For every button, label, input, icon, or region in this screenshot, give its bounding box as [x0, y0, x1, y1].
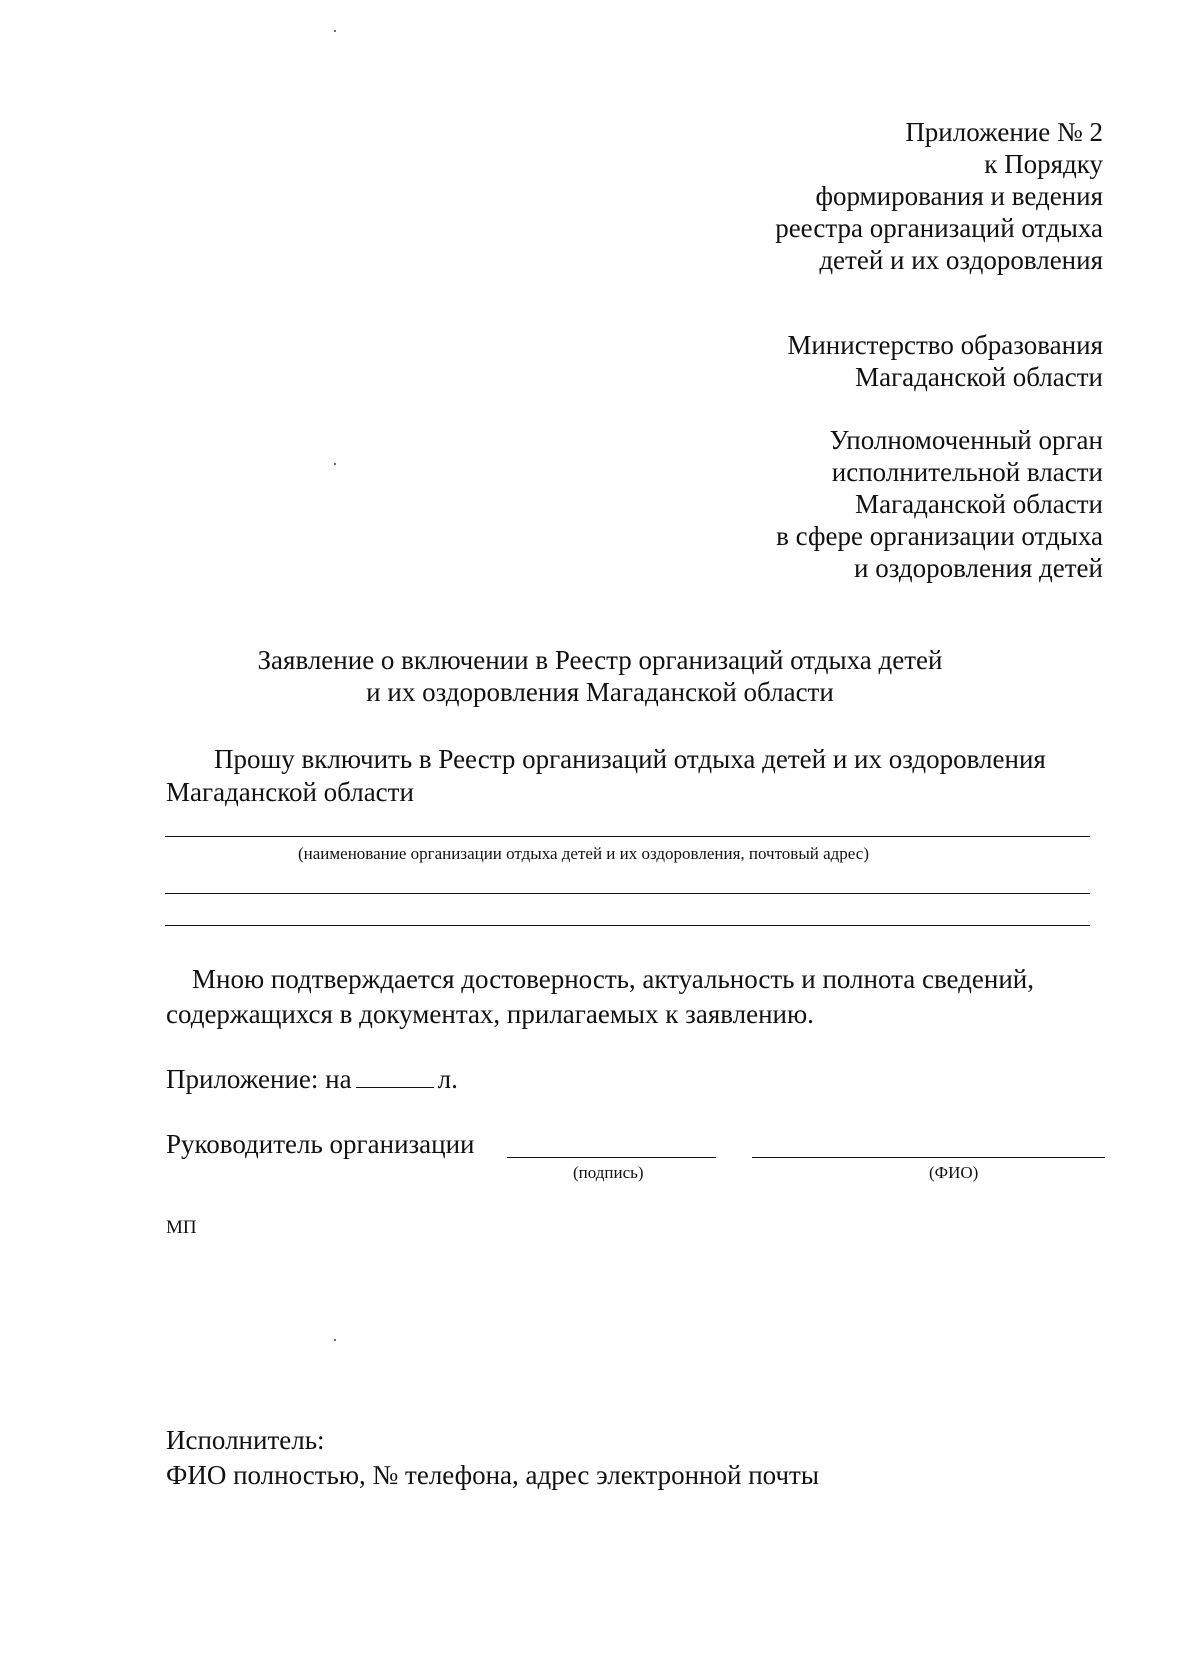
authority-line: и оздоровления детей: [854, 553, 1103, 583]
authority-line: исполнительной власти: [831, 457, 1103, 487]
authority-line: в сфере организации отдыха: [776, 521, 1103, 551]
address-line-1: [165, 893, 1090, 894]
fio-caption: (ФИО): [929, 1163, 979, 1182]
authority-line: Магаданской области: [855, 489, 1103, 519]
attachment-line: [166, 1063, 458, 1095]
appendix-line: к Порядку: [984, 149, 1103, 179]
executor-details: ФИО полностью, № телефона, адрес электронной почты: [166, 1460, 819, 1490]
appendix-line: реестра организаций отдыха: [775, 213, 1103, 243]
appendix-line: детей и их оздоровления: [819, 245, 1103, 275]
document-title: [100, 644, 1100, 708]
appendix-line: формирования и ведения: [815, 181, 1103, 211]
title-line: и их оздоровления Магаданской области: [366, 677, 834, 707]
signature-caption: (подпись): [573, 1163, 644, 1182]
address-line-2: [165, 925, 1090, 926]
authority-line: Уполномоченный орган: [829, 425, 1103, 455]
attachment-suffix: л.: [437, 1064, 458, 1094]
organization-name-caption: (наименование организации отдыха детей и их оздоровления, почтовый адрес): [298, 844, 869, 863]
appendix-line: Приложение № 2: [905, 117, 1103, 147]
scan-speck: [334, 463, 336, 465]
attachment-pages-blank: [356, 1065, 434, 1088]
request-line-1: Прошу включить в Реестр организаций отдыха детей и их оздоровления: [214, 744, 1046, 774]
attachment-prefix: Приложение: на: [166, 1064, 352, 1094]
authority-addressee: [776, 424, 1103, 584]
ministry-line: Магаданской области: [855, 362, 1103, 392]
stamp-label: МП: [166, 1217, 197, 1238]
fio-line: [752, 1157, 1105, 1158]
scan-speck: [334, 30, 336, 32]
request-line-2: Магаданской области: [166, 777, 414, 807]
signature-line: [507, 1157, 716, 1158]
ministry-line: Министерство образования: [787, 330, 1103, 360]
organization-name-line: [165, 836, 1090, 837]
title-line: Заявление о включении в Реестр организаций отдыха детей: [257, 645, 943, 675]
ministry-addressee: [787, 329, 1103, 393]
appendix-header: [775, 116, 1103, 276]
scan-speck: [334, 1339, 336, 1341]
signature-label: Руководитель организации: [166, 1129, 475, 1159]
confirmation-line-1: Мною подтверждается достоверность, актуальность и полнота сведений,: [192, 964, 1034, 994]
executor-label: Исполнитель:: [166, 1425, 325, 1455]
confirmation-line-2: содержащихся в документах, прилагаемых к заявлению.: [166, 999, 814, 1029]
